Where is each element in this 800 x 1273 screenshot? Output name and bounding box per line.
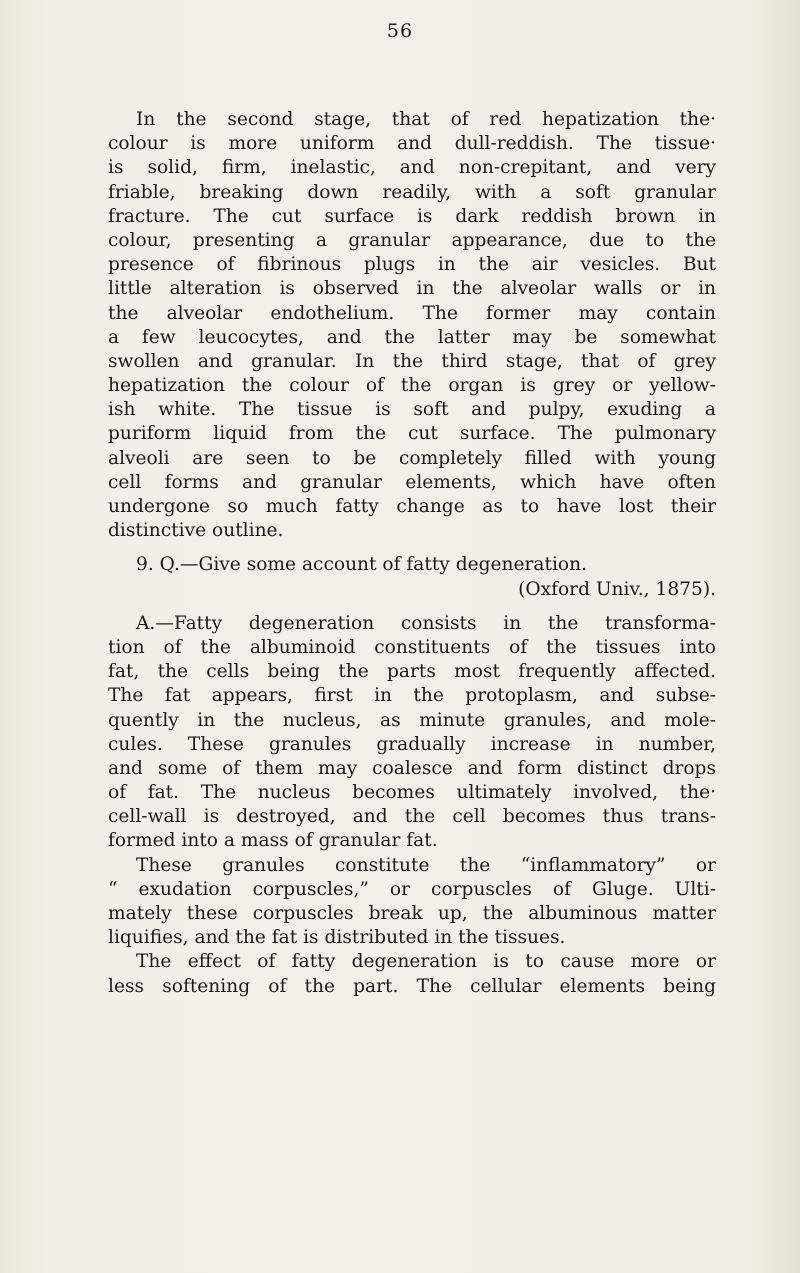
text-line: cules. These granules gradually increase in number,: [108, 733, 716, 755]
paragraph-gap: [108, 543, 716, 553]
text-line: mately these corpuscles break up, the albuminous matter: [108, 903, 716, 924]
question-source: (Oxford Univ., 1875).: [518, 578, 716, 600]
text-line: In the second stage, that of red hepatization the·: [136, 109, 716, 130]
paragraph-exudation-corpuscles: [108, 854, 716, 951]
text-line: fracture. The cut surface is dark reddish brown in: [108, 205, 716, 227]
text-line: presence of fibrinous plugs in the air vesicles. But: [108, 254, 716, 276]
question-text: 9. Q.—Give some account of fatty degeneration.: [136, 554, 587, 576]
paragraph-red-grey-hepatization: [108, 108, 716, 543]
text-line: quently in the nucleus, as minute granules, and mole-: [108, 709, 716, 731]
text-line: cell forms and granular elements, which have often: [108, 471, 716, 493]
text-line: The effect of fatty degeneration is to cause more or: [136, 951, 716, 973]
text-line: tion of the albuminoid constituents of the tissues into: [108, 636, 716, 658]
text-line: distinctive outline.: [108, 520, 284, 542]
text-line: hepatization the colour of the organ is grey or yellow-: [108, 375, 716, 397]
text-line: colour, presenting a granular appearance, due to the: [108, 229, 716, 251]
paragraph-effect: [108, 950, 716, 998]
text-line: puriform liquid from the cut surface. The pulmonary: [108, 423, 716, 445]
text-line: friable, breaking down readily, with a soft granular: [108, 181, 716, 203]
text-line: The fat appears, first in the protoplasm, and subse-: [108, 685, 716, 707]
text-line: a few leucocytes, and the latter may be somewhat: [108, 326, 716, 348]
answer-fatty-degeneration: [108, 612, 716, 854]
text-line: alveoli are seen to be completely filled with young: [108, 447, 716, 469]
text-line: is solid, firm, inelastic, and non-crepitant, and very: [108, 157, 716, 179]
text-line: less softening of the part. The cellular elements being: [108, 975, 716, 997]
page-number: 56: [386, 20, 414, 42]
text-line: cell-wall is destroyed, and the cell becomes thus trans-: [108, 806, 716, 828]
text-line: ish white. The tissue is soft and pulpy, exuding a: [108, 399, 716, 421]
text-line: “ exudation corpuscles,” or corpuscles of Gluge. Ulti-: [108, 878, 716, 900]
text-line: A.—Fatty degeneration consists in the transforma-: [136, 612, 716, 634]
paragraph-gap: [108, 602, 716, 612]
text-line: colour is more uniform and dull-reddish. The tissue·: [108, 133, 716, 155]
text-line: and some of them may coalesce and form distinct drops: [108, 757, 716, 779]
text-line: undergone so much fatty change as to have lost their: [108, 496, 716, 517]
text-line: liquifies, and the fat is distributed in the tissues.: [108, 927, 566, 949]
text-line: the alveolar endothelium. The former may contain: [108, 302, 716, 324]
text-line: fat, the cells being the parts most frequently affected.: [108, 661, 716, 683]
text-line: formed into a mass of granular fat.: [108, 830, 438, 852]
text-line: These granules constitute the “inflammatory” or: [136, 854, 716, 876]
question-9: [108, 553, 716, 601]
body-text: [108, 108, 716, 999]
text-line: little alteration is observed in the alveolar walls or in: [108, 278, 716, 300]
text-line: swollen and granular. In the third stage, that of grey: [108, 350, 716, 372]
text-line: of fat. The nucleus becomes ultimately involved, the·: [108, 782, 716, 804]
